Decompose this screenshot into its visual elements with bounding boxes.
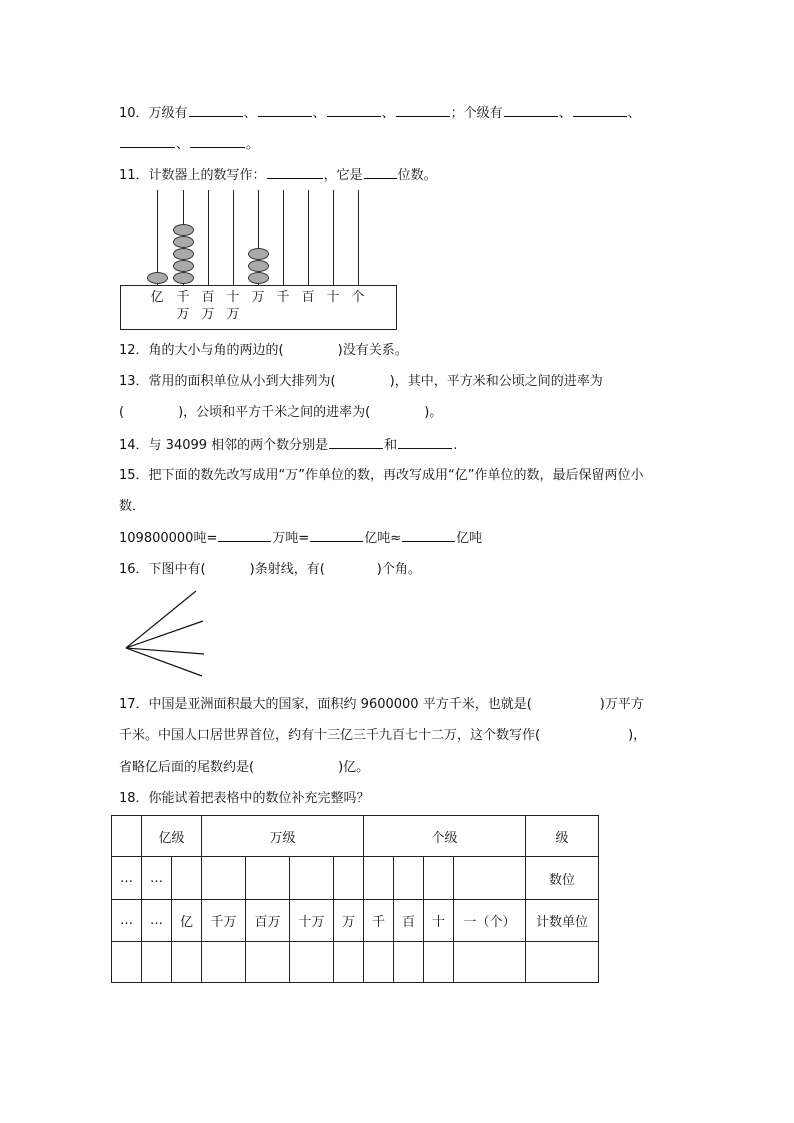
abacus-label: 个 (351, 290, 365, 305)
answer-blank[interactable] (310, 529, 363, 542)
abacus-rod (233, 190, 234, 285)
table-row: 亿级 万级 个级 级 (112, 816, 599, 857)
rays-figure (122, 588, 212, 680)
table-row (112, 942, 599, 983)
question-17-cont: 千米。中国人口居世界首位，约有十三亿三千九百七十二万，这个数写作( )， (119, 728, 647, 743)
question-14: 14．与 34099 相邻的两个数分别是 和 . (119, 438, 458, 453)
answer-blank[interactable] (398, 436, 452, 449)
question-15: 15．把下面的数先改写成用“万”作单位的数，再改写成用“亿”作单位的数，最后保留两位小 (119, 468, 644, 483)
abacus-bead (173, 272, 194, 284)
ray-4 (126, 648, 202, 676)
table-row: … … 数位 (112, 857, 599, 900)
abacus-label: 万 (176, 307, 190, 322)
question-16: 16．下图中有( )条射线，有( )个角。 (119, 562, 421, 577)
abacus-label: 十 (226, 290, 240, 305)
abacus-rod (358, 190, 359, 285)
abacus-bead (173, 260, 194, 272)
abacus-rod (157, 190, 158, 285)
question-17: 17．中国是亚洲面积最大的国家，面积约 9600000 平方千米，也就是( )万平方 (119, 697, 644, 712)
abacus-label: 亿 (150, 290, 164, 305)
abacus-label: 千 (276, 290, 290, 305)
question-13-cont: ( )，公顷和平方千米之间的进率为( )。 (119, 405, 443, 420)
abacus-rod (283, 190, 284, 285)
abacus-label: 十 (326, 290, 340, 305)
answer-blank[interactable] (396, 104, 450, 117)
question-10-cont: 、 。 (119, 135, 259, 154)
place-value-table (111, 815, 599, 983)
abacus-label: 百 (201, 290, 215, 305)
question-15-conversion: 109800000吨= 万吨= 亿吨≈ 亿吨 (119, 531, 483, 546)
answer-blank[interactable] (364, 166, 397, 179)
answer-blank[interactable] (189, 104, 243, 117)
answer-blank[interactable] (329, 436, 383, 449)
table-row: … … 亿 千万 百万 十万 万 千 百 十 一（个） 计数单位 (112, 900, 599, 942)
ray-2 (126, 621, 203, 648)
answer-blank[interactable] (267, 166, 323, 179)
abacus-rod (333, 190, 334, 285)
question-12: 12．角的大小与角的两边的( )没有关系。 (119, 343, 408, 358)
question-10: 10．万级有 、 、 、 ；个级有 、 、 (119, 106, 641, 121)
question-15-cont: 数． (119, 499, 146, 514)
ray-3 (126, 648, 204, 654)
answer-blank[interactable] (327, 104, 381, 117)
abacus-label: 百 (301, 290, 315, 305)
abacus-bead (173, 224, 194, 236)
abacus-figure (120, 188, 398, 332)
answer-blank[interactable] (402, 529, 455, 542)
answer-blank[interactable] (120, 135, 175, 148)
abacus-bead (248, 260, 269, 272)
question-17-cont2: 省略亿后面的尾数约是( )亿。 (119, 760, 370, 775)
abacus-bead (173, 248, 194, 260)
abacus-bead (147, 272, 168, 284)
answer-blank[interactable] (190, 135, 245, 148)
abacus-rod (308, 190, 309, 285)
abacus-bead (248, 248, 269, 260)
abacus-label: 千 (176, 290, 190, 305)
abacus-label: 万 (226, 307, 240, 322)
abacus-bead (248, 272, 269, 284)
question-18: 18．你能试着把表格中的数位补充完整吗？ (119, 791, 370, 806)
abacus-rod (208, 190, 209, 285)
answer-blank[interactable] (573, 104, 627, 117)
abacus-label: 万 (201, 307, 215, 322)
answer-blank[interactable] (504, 104, 558, 117)
answer-blank[interactable] (258, 104, 312, 117)
answer-blank[interactable] (218, 529, 271, 542)
ray-1 (126, 591, 196, 648)
abacus-label: 万 (251, 290, 265, 305)
question-13: 13．常用的面积单位从小到大排列为( )，其中，平方米和公顷之间的进率为 (119, 374, 603, 389)
question-11: 11．计数器上的数写作： ，它是 位数。 (119, 168, 437, 183)
abacus-bead (173, 236, 194, 248)
